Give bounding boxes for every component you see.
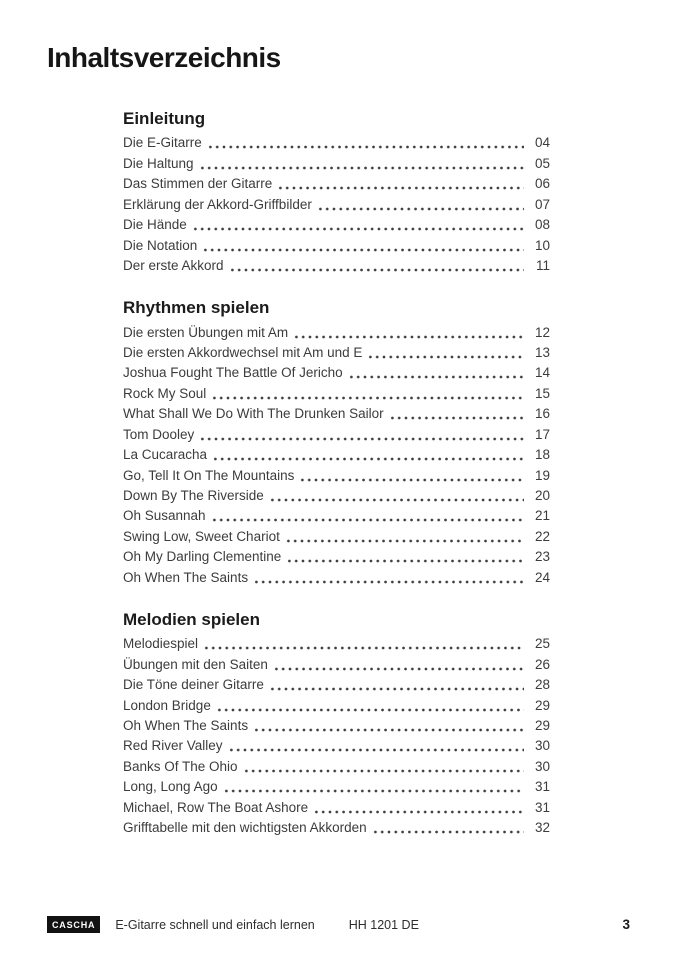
dot-leader (243, 760, 524, 776)
dot-leader (212, 448, 524, 464)
entry-title: Swing Low, Sweet Chariot (123, 528, 280, 544)
page-title: Inhaltsverzeichnis (47, 42, 281, 73)
entry-title: London Bridge (123, 697, 211, 713)
entry-page-number: 16 (534, 406, 550, 422)
dot-leader (253, 719, 524, 735)
entry-page-number: 13 (534, 344, 550, 360)
toc-entry (123, 464, 550, 484)
entry-title: Red River Valley (123, 738, 223, 754)
entry-page-number: 08 (534, 217, 550, 233)
toc-entry (123, 342, 550, 362)
dot-leader (211, 387, 524, 403)
toc-entry (123, 694, 550, 714)
toc-entry (123, 255, 550, 275)
dot-leader (192, 218, 524, 234)
toc-entry (123, 403, 550, 423)
dot-leader (372, 821, 524, 837)
entry-page-number: 31 (534, 799, 550, 815)
toc-entry (123, 715, 550, 735)
entry-page-number: 26 (534, 656, 550, 672)
toc-entry (123, 362, 550, 382)
entry-page-number: 31 (534, 779, 550, 795)
dot-leader (389, 407, 524, 423)
toc-entry (123, 132, 550, 152)
entry-page-number: 30 (534, 758, 550, 774)
cascha-logo: CASCHA (47, 916, 100, 933)
entry-page-number: 20 (534, 488, 550, 503)
toc-section (123, 609, 550, 837)
toc-entry (123, 525, 550, 545)
entry-page-number: 15 (534, 385, 550, 401)
section-entries (123, 321, 550, 587)
entry-page-number: 10 (534, 237, 550, 253)
dot-leader (203, 637, 524, 653)
dot-leader (285, 530, 524, 546)
entry-page-number: 32 (534, 820, 550, 836)
dot-leader (269, 489, 524, 505)
dot-leader (223, 780, 524, 796)
dot-leader (313, 801, 524, 817)
toc-entry (123, 735, 550, 755)
entry-title: Joshua Fought The Battle Of Jericho (123, 365, 343, 381)
toc-entry (123, 817, 550, 837)
table-of-contents (123, 108, 550, 837)
toc-entry (123, 485, 550, 505)
toc-section (123, 297, 550, 587)
entry-title: Go, Tell It On The Mountains (123, 467, 295, 483)
entry-title: Michael, Row The Boat Ashore (123, 799, 309, 815)
dot-leader (207, 136, 524, 152)
entry-title: Erklärung der Akkord-Griffbilder (123, 196, 312, 212)
toc-entry (123, 423, 550, 443)
dot-leader (273, 658, 524, 674)
entry-title: Die Töne deiner Gitarre (123, 677, 264, 693)
toc-entry (123, 674, 550, 694)
entry-title: Übungen mit den Saiten (123, 656, 268, 672)
section-entries (123, 633, 550, 837)
entry-page-number: 23 (534, 549, 550, 565)
dot-leader (229, 259, 524, 275)
entry-title: What Shall We Do With The Drunken Sailor (123, 406, 384, 422)
dot-leader (286, 550, 524, 566)
entry-title: Oh When The Saints (123, 569, 249, 585)
entry-page-number: 18 (534, 447, 550, 463)
entry-page-number: 05 (534, 155, 550, 171)
entry-title: Down By The Riverside (123, 488, 264, 503)
dot-leader (199, 428, 524, 444)
toc-entry (123, 214, 550, 234)
entry-title: Oh Susannah (123, 508, 206, 524)
entry-title: Grifftabelle mit den wichtigsten Akkorden (123, 820, 367, 836)
entry-page-number: 22 (534, 528, 550, 544)
toc-entry (123, 566, 550, 586)
toc-entry (123, 444, 550, 464)
entry-page-number: 04 (534, 135, 550, 151)
dot-leader (216, 699, 524, 715)
entry-title: Die Haltung (123, 155, 194, 171)
entry-page-number: 28 (534, 677, 550, 693)
toc-entry (123, 321, 550, 341)
dot-leader (199, 157, 524, 173)
toc-section (123, 108, 550, 275)
entry-title: Banks Of The Ohio (123, 758, 238, 774)
toc-entry (123, 755, 550, 775)
entry-page-number: 29 (534, 717, 550, 733)
entry-page-number: 30 (534, 738, 550, 754)
entry-page-number: 19 (534, 467, 550, 483)
section-heading: Einleitung (123, 109, 206, 128)
dot-leader (269, 678, 524, 694)
dot-leader (228, 739, 524, 755)
entry-title: Die E-Gitarre (123, 135, 202, 151)
toc-entry (123, 234, 550, 254)
section-heading: Melodien spielen (123, 609, 260, 629)
toc-entry (123, 382, 550, 402)
dot-leader (367, 346, 524, 362)
dot-leader (211, 509, 524, 525)
entry-page-number: 12 (534, 324, 550, 340)
entry-title: Die ersten Akkordwechsel mit Am und E (123, 344, 363, 360)
footer-page-number: 3 (622, 917, 630, 932)
entry-title: Oh My Darling Clementine (123, 549, 282, 565)
entry-page-number: 07 (534, 196, 550, 212)
dot-leader (348, 366, 524, 382)
entry-title: Tom Dooley (123, 426, 195, 442)
dot-leader (293, 326, 524, 342)
toc-entry (123, 776, 550, 796)
entry-title: Der erste Akkord (123, 258, 224, 274)
entry-title: Long, Long Ago (123, 779, 218, 795)
footer (47, 916, 638, 933)
toc-entry (123, 546, 550, 566)
footer-catalog-number: HH 1201 DE (348, 917, 419, 932)
entry-page-number: 24 (534, 569, 550, 585)
toc-entry (123, 173, 550, 193)
entry-page-number: 17 (534, 426, 550, 442)
entry-title: Die Hände (123, 217, 187, 233)
toc-entry (123, 796, 550, 816)
entry-title: La Cucaracha (123, 447, 208, 463)
dot-leader (253, 571, 524, 587)
dot-leader (202, 239, 524, 255)
entry-page-number: 25 (534, 636, 550, 652)
toc-entry (123, 653, 550, 673)
toc-entry (123, 633, 550, 653)
entry-title: Melodiespiel (123, 636, 199, 652)
dot-leader (317, 198, 524, 214)
entry-page-number: 14 (534, 365, 550, 381)
entry-page-number: 11 (535, 258, 550, 274)
entry-title: Das Stimmen der Gitarre (123, 176, 273, 192)
entry-page-number: 21 (534, 508, 550, 524)
section-heading: Rhythmen spielen (123, 298, 270, 318)
section-entries (123, 132, 550, 275)
entry-title: Rock My Soul (123, 385, 207, 401)
footer-book-title: E-Gitarre schnell und einfach lernen (115, 917, 315, 932)
entry-page-number: 06 (534, 176, 550, 192)
toc-entry (123, 152, 550, 172)
toc-entry (123, 193, 550, 213)
dot-leader (299, 469, 524, 485)
entry-title: Oh When The Saints (123, 717, 249, 733)
entry-page-number: 29 (534, 697, 550, 713)
entry-title: Die ersten Übungen mit Am (123, 324, 289, 340)
entry-title: Die Notation (123, 237, 198, 253)
toc-entry (123, 505, 550, 525)
dot-leader (277, 177, 524, 193)
